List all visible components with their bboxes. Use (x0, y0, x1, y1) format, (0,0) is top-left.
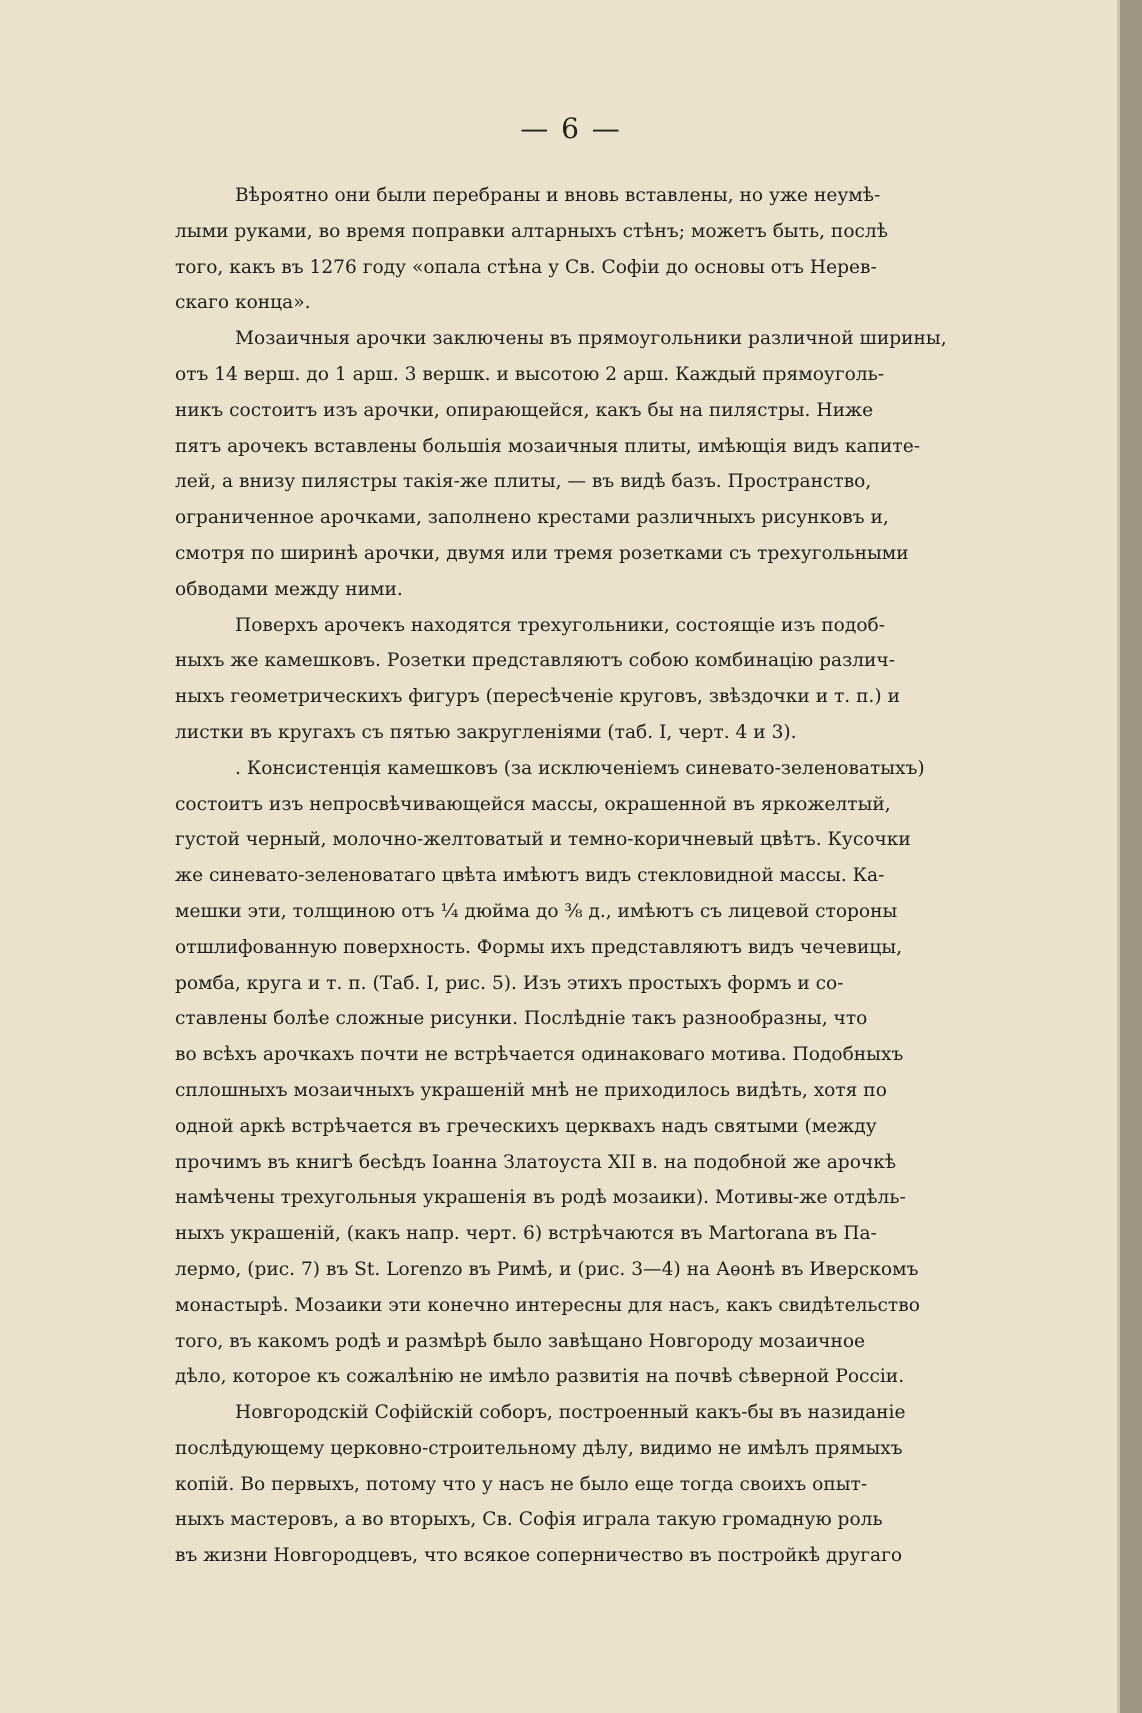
text-line: лыми руками, во время поправки алтарныхъ стѣнъ; можетъ быть, послѣ (175, 220, 888, 242)
text-line: отшлифованную поверхность. Формы ихъ представляютъ видъ чечевицы, (175, 936, 903, 958)
text-line: дѣло, которое къ сожалѣнію не имѣло развитія на почвѣ сѣверной Россіи. (175, 1366, 905, 1388)
text-line: никъ состоитъ изъ арочки, опирающейся, какъ бы на пилястры. Ниже (175, 399, 874, 421)
page-edge (1120, 0, 1142, 1713)
text-line: ставлены болѣе сложные рисунки. Послѣдніе такъ разнообразны, что (175, 1008, 868, 1030)
text-line: лермо, (рис. 7) въ St. Lorenzo въ Римѣ, и (рис. 3—4) на Аѳонѣ въ Иверскомъ (175, 1258, 919, 1280)
text-line: ныхъ же камешковъ. Розетки представляютъ собою комбинацію различ- (175, 650, 895, 672)
text-line: скаго конца». (175, 292, 311, 314)
text-line: ныхъ мастеровъ, а во вторыхъ, Св. Софія играла такую громадную роль (175, 1509, 883, 1531)
text-line: того, какъ въ 1276 году «опала стѣна у Св. Софіи до основы отъ Нерев- (175, 256, 877, 278)
text-line: намѣчены трехугольныя украшенія въ родѣ мозаики). Мотивы-же отдѣль- (175, 1187, 906, 1209)
text-line: послѣдующему церковно-строительному дѣлу, видимо не имѣлъ прямыхъ (175, 1437, 903, 1459)
text-line: прочимъ въ книгѣ бесѣдъ Іоанна Златоуста XII в. на подобной же арочкѣ (175, 1151, 897, 1173)
text-line: сплошныхъ мозаичныхъ украшеній мнѣ не приходилось видѣть, хотя по (175, 1079, 887, 1101)
text-line: ныхъ украшеній, (какъ напр. черт. 6) встрѣчаются въ Martorana въ Па- (175, 1223, 877, 1245)
text-line: ныхъ геометрическихъ фигуръ (пересѣченіе круговъ, звѣздочки и т. п.) и (175, 686, 900, 708)
text-line: пятъ арочекъ вставлены большія мозаичныя плиты, имѣющія видъ капите- (175, 435, 920, 457)
text-line: мешки эти, толщиною отъ ¼ дюйма до ⅜ д., имѣютъ съ лицевой стороны (175, 900, 898, 922)
page-number: — 6 — (520, 112, 622, 145)
text-line: ограниченное арочками, заполнено крестами различныхъ рисунковъ и, (175, 507, 889, 529)
text-line: монастырѣ. Мозаики эти конечно интересны для насъ, какъ свидѣтельство (175, 1294, 920, 1316)
text-line: состоитъ изъ непросвѣчивающейся массы, окрашенной въ яркожелтый, (175, 793, 891, 815)
text-line: же синевато-зеленоватаго цвѣта имѣютъ видъ стекловидной массы. Ка- (175, 865, 885, 887)
text-line: ромба, круга и т. п. (Таб. I, рис. 5). Изъ этихъ простыхъ формъ и со- (175, 972, 844, 994)
text-line: Поверхъ арочекъ находятся трехугольники, состоящіе изъ подоб- (235, 614, 886, 636)
text-line: листки въ кругахъ съ пятью закругленіями (таб. I, черт. 4 и 3). (175, 721, 797, 743)
body-text (175, 178, 1035, 1574)
text-line: густой черный, молочно-желтоватый и темно-коричневый цвѣтъ. Кусочки (175, 829, 911, 851)
text-line: Мозаичныя арочки заключены въ прямоугольники различной ширины, (235, 328, 947, 350)
text-line: лей, а внизу пилястры такія-же плиты, — въ видѣ базъ. Пространство, (175, 471, 872, 493)
text-line: копій. Во первыхъ, потому что у насъ не было еще тогда своихъ опыт- (175, 1473, 868, 1495)
text-line: отъ 14 верш. до 1 арш. 3 вершк. и высотою 2 арш. Каждый прямоуголь- (175, 363, 885, 385)
text-line: Вѣроятно они были перебраны и вновь вставлены, но уже неумѣ- (235, 185, 881, 206)
text-line: того, въ какомъ родѣ и размѣрѣ было завѣщано Новгороду мозаичное (175, 1330, 866, 1352)
text-line: смотря по ширинѣ арочки, двумя или тремя розетками съ трехугольными (175, 542, 909, 564)
text-line: обводами между ними. (175, 578, 403, 600)
text-line: Новгородскій Софійскій соборъ, построенный какъ-бы въ назиданіе (235, 1402, 906, 1424)
text-line: одной аркѣ встрѣчается въ греческихъ церквахъ надъ святыми (между (175, 1115, 877, 1137)
text-line: во всѣхъ арочкахъ почти не встрѣчается одинаковаго мотива. Подобныхъ (175, 1044, 904, 1066)
text-line: въ жизни Новгородцевъ, что всякое соперничество въ постройкѣ другаго (175, 1545, 903, 1567)
text-line: . Консистенція камешковъ (за исключеніемъ синевато-зеленоватыхъ) (235, 757, 925, 779)
